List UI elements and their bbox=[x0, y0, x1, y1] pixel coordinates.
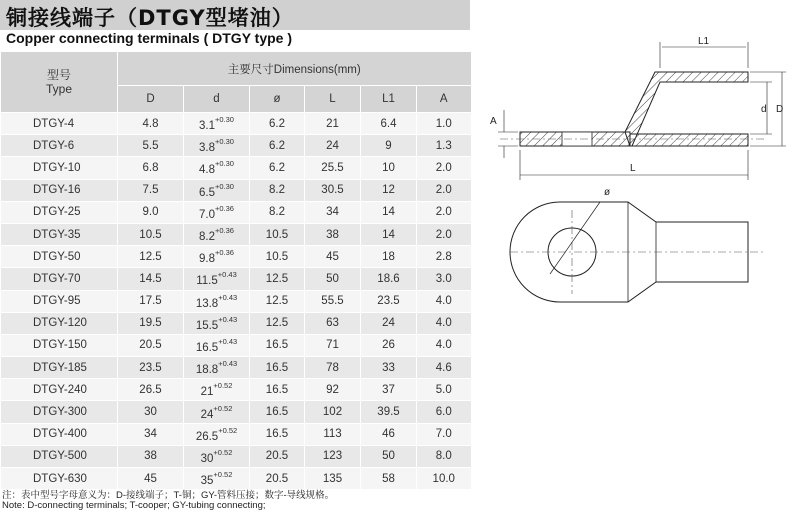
cell-phi: 6.2 bbox=[250, 113, 305, 135]
cell-phi: 10.5 bbox=[250, 246, 305, 268]
cell-L1: 9 bbox=[361, 135, 417, 157]
cell-D: 23.5 bbox=[118, 357, 184, 379]
cell-L: 102 bbox=[305, 401, 361, 423]
cell-d-tolerance: +0.52 bbox=[213, 447, 233, 457]
table-row bbox=[1, 379, 471, 401]
cell-L1: 6.4 bbox=[361, 113, 417, 135]
cell-A: 4.0 bbox=[417, 334, 471, 356]
cell-d-value: 8.2 bbox=[199, 231, 215, 244]
cell-D: 45 bbox=[118, 468, 184, 490]
cell-d-tolerance: +0.30 bbox=[215, 181, 234, 191]
cell-phi: 16.5 bbox=[250, 401, 305, 423]
cell-type: DTGY-500 bbox=[1, 445, 118, 467]
cell-d-tolerance: +0.52 bbox=[213, 381, 233, 391]
title-bar bbox=[0, 0, 470, 30]
table-row bbox=[1, 445, 471, 467]
cell-L1: 23.5 bbox=[361, 290, 417, 312]
table-row bbox=[1, 201, 471, 223]
table-row bbox=[1, 312, 471, 334]
cell-d-tolerance: +0.43 bbox=[218, 292, 238, 302]
cell-L: 55.5 bbox=[305, 290, 361, 312]
cell-A: 2.0 bbox=[417, 201, 471, 223]
type-header-cn: 型号 bbox=[46, 68, 71, 82]
cell-D: 19.5 bbox=[118, 312, 184, 334]
cell-phi: 16.5 bbox=[250, 423, 305, 445]
label-L1: L1 bbox=[698, 36, 710, 47]
column-header: d bbox=[184, 86, 250, 113]
cell-type: DTGY-400 bbox=[1, 423, 118, 445]
cell-phi: 12.5 bbox=[250, 312, 305, 334]
cell-d-tolerance: +0.36 bbox=[215, 226, 234, 236]
cell-d-tolerance: +0.52 bbox=[218, 425, 238, 435]
cell-L: 123 bbox=[305, 445, 361, 467]
cell-A: 5.0 bbox=[417, 379, 471, 401]
cell-D: 20.5 bbox=[118, 334, 184, 356]
table-row bbox=[1, 179, 471, 201]
cell-d bbox=[184, 357, 250, 379]
cell-type: DTGY-185 bbox=[1, 357, 118, 379]
cell-d bbox=[184, 113, 250, 135]
cell-d-value: 16.5 bbox=[195, 341, 219, 354]
cell-A: 4.0 bbox=[417, 312, 471, 334]
cell-L1: 33 bbox=[361, 357, 417, 379]
cell-phi: 8.2 bbox=[250, 201, 305, 223]
side-view bbox=[490, 36, 786, 180]
cell-L: 21 bbox=[305, 113, 361, 135]
cell-d-tolerance: +0.36 bbox=[215, 203, 234, 213]
cell-phi: 6.2 bbox=[250, 157, 305, 179]
spec-table bbox=[0, 52, 471, 490]
cell-A: 7.0 bbox=[417, 423, 471, 445]
cell-type: DTGY-6 bbox=[1, 135, 118, 157]
cell-d-value: 4.8 bbox=[199, 164, 215, 177]
cell-d-tolerance: +0.43 bbox=[218, 314, 238, 324]
cell-d bbox=[184, 135, 250, 157]
cell-type: DTGY-240 bbox=[1, 379, 118, 401]
table-row bbox=[1, 357, 471, 379]
cell-d-tolerance: +0.30 bbox=[215, 137, 234, 147]
cell-phi: 16.5 bbox=[250, 379, 305, 401]
cell-type: DTGY-35 bbox=[1, 223, 118, 245]
dimensions-header: 主要尺寸Dimensions(mm) bbox=[118, 52, 471, 86]
cell-d bbox=[184, 268, 250, 290]
cell-A: 10.0 bbox=[417, 468, 471, 490]
cell-d bbox=[184, 246, 250, 268]
cell-L: 38 bbox=[305, 223, 361, 245]
cell-d-value: 35 bbox=[200, 475, 214, 488]
cell-L: 92 bbox=[305, 379, 361, 401]
cell-A: 2.0 bbox=[417, 179, 471, 201]
table-row bbox=[1, 290, 471, 312]
cell-type: DTGY-300 bbox=[1, 401, 118, 423]
cell-L1: 18 bbox=[361, 246, 417, 268]
cell-d-value: 13.8 bbox=[195, 297, 219, 310]
cell-A: 4.0 bbox=[417, 290, 471, 312]
cell-A: 3.0 bbox=[417, 268, 471, 290]
cell-L1: 46 bbox=[361, 423, 417, 445]
cell-D: 10.5 bbox=[118, 223, 184, 245]
cell-L1: 39.5 bbox=[361, 401, 417, 423]
cell-d-tolerance: +0.36 bbox=[215, 248, 234, 258]
cell-phi: 6.2 bbox=[250, 135, 305, 157]
cell-d-tolerance: +0.43 bbox=[217, 270, 237, 280]
cell-d-value: 6.5 bbox=[199, 186, 215, 199]
cell-D: 26.5 bbox=[118, 379, 184, 401]
cell-L1: 10 bbox=[361, 157, 417, 179]
cell-L1: 58 bbox=[361, 468, 417, 490]
cell-d-value: 9.8 bbox=[199, 253, 215, 266]
cell-D: 12.5 bbox=[118, 246, 184, 268]
note-en: Note: D-connecting terminals; T-cooper; GY-tubing connecting; bbox=[2, 500, 266, 511]
cell-d bbox=[184, 312, 250, 334]
cell-d-value: 3.1 bbox=[199, 120, 215, 133]
cell-D: 6.8 bbox=[118, 157, 184, 179]
cell-d-value: 21 bbox=[200, 386, 214, 399]
cell-d-value: 24 bbox=[200, 408, 214, 421]
top-view bbox=[510, 187, 765, 302]
cell-type: DTGY-16 bbox=[1, 179, 118, 201]
cell-type: DTGY-50 bbox=[1, 246, 118, 268]
cell-d bbox=[184, 179, 250, 201]
cell-D: 14.5 bbox=[118, 268, 184, 290]
cell-L1: 12 bbox=[361, 179, 417, 201]
cell-d bbox=[184, 223, 250, 245]
label-A: A bbox=[490, 116, 497, 127]
terminal-drawing bbox=[480, 30, 790, 330]
cell-L1: 18.6 bbox=[361, 268, 417, 290]
cell-phi: 16.5 bbox=[250, 357, 305, 379]
table-row bbox=[1, 113, 471, 135]
cell-L1: 37 bbox=[361, 379, 417, 401]
type-header bbox=[1, 52, 118, 113]
cell-d-tolerance: +0.52 bbox=[213, 403, 233, 413]
cell-type: DTGY-70 bbox=[1, 268, 118, 290]
cell-L1: 50 bbox=[361, 445, 417, 467]
cell-L: 113 bbox=[305, 423, 361, 445]
note-cn: 注：表中型号字母意义为：D-接线端子；T-铜；GY-管料压接；数字-导线规格。 bbox=[2, 490, 335, 501]
label-D: D bbox=[776, 104, 784, 115]
table-row bbox=[1, 223, 471, 245]
cell-type: DTGY-630 bbox=[1, 468, 118, 490]
cell-D: 38 bbox=[118, 445, 184, 467]
cell-L: 25.5 bbox=[305, 157, 361, 179]
bolt-hole bbox=[548, 228, 596, 276]
cell-L1: 26 bbox=[361, 334, 417, 356]
cell-L: 30.5 bbox=[305, 179, 361, 201]
cell-D: 5.5 bbox=[118, 135, 184, 157]
cell-d bbox=[184, 423, 250, 445]
cell-d-tolerance: +0.30 bbox=[215, 159, 234, 169]
cell-phi: 12.5 bbox=[250, 290, 305, 312]
cell-D: 30 bbox=[118, 401, 184, 423]
cell-d-value: 15.5 bbox=[195, 319, 219, 332]
cell-phi: 20.5 bbox=[250, 445, 305, 467]
table-row bbox=[1, 401, 471, 423]
type-header-en: Type bbox=[45, 82, 72, 96]
column-header: ø bbox=[250, 86, 305, 113]
cell-phi: 12.5 bbox=[250, 268, 305, 290]
cell-d bbox=[184, 445, 250, 467]
cell-d-value: 30 bbox=[200, 452, 214, 465]
cell-D: 7.5 bbox=[118, 179, 184, 201]
cell-A: 8.0 bbox=[417, 445, 471, 467]
cell-d-value: 18.8 bbox=[195, 364, 219, 377]
cell-A: 6.0 bbox=[417, 401, 471, 423]
table-row bbox=[1, 135, 471, 157]
table-row bbox=[1, 246, 471, 268]
barrel-bottom-wall bbox=[630, 134, 748, 146]
cell-type: DTGY-25 bbox=[1, 201, 118, 223]
column-header: A bbox=[417, 86, 471, 113]
cell-type: DTGY-150 bbox=[1, 334, 118, 356]
column-header: L bbox=[305, 86, 361, 113]
cell-L1: 14 bbox=[361, 223, 417, 245]
cell-d bbox=[184, 157, 250, 179]
label-L: L bbox=[630, 163, 636, 174]
table-row bbox=[1, 157, 471, 179]
column-header: D bbox=[118, 86, 184, 113]
cell-d-value: 26.5 bbox=[195, 430, 219, 443]
cell-A: 2.0 bbox=[417, 223, 471, 245]
cell-D: 4.8 bbox=[118, 113, 184, 135]
table-row bbox=[1, 334, 471, 356]
cell-L: 135 bbox=[305, 468, 361, 490]
cell-type: DTGY-4 bbox=[1, 113, 118, 135]
cell-L: 34 bbox=[305, 201, 361, 223]
cell-phi: 16.5 bbox=[250, 334, 305, 356]
table-row bbox=[1, 423, 471, 445]
cell-A: 2.8 bbox=[417, 246, 471, 268]
cell-L1: 14 bbox=[361, 201, 417, 223]
cell-d-tolerance: +0.43 bbox=[218, 336, 238, 346]
cell-d-value: 3.8 bbox=[199, 142, 215, 155]
cell-d-tolerance: +0.30 bbox=[215, 115, 234, 125]
cell-L: 50 bbox=[305, 268, 361, 290]
cell-L: 63 bbox=[305, 312, 361, 334]
cell-d bbox=[184, 290, 250, 312]
cell-D: 34 bbox=[118, 423, 184, 445]
cell-A: 1.3 bbox=[417, 135, 471, 157]
cell-type: DTGY-95 bbox=[1, 290, 118, 312]
cell-A: 2.0 bbox=[417, 157, 471, 179]
cell-type: DTGY-120 bbox=[1, 312, 118, 334]
cell-L: 78 bbox=[305, 357, 361, 379]
page-title: 铜接线端子（DTGY型堵油） bbox=[6, 6, 294, 30]
cell-L1: 24 bbox=[361, 312, 417, 334]
table-row bbox=[1, 268, 471, 290]
cell-d-tolerance: +0.43 bbox=[218, 359, 238, 369]
label-phi: ø bbox=[604, 187, 611, 198]
cell-d-value: 11.5 bbox=[196, 275, 218, 288]
cell-d bbox=[184, 401, 250, 423]
column-header: L1 bbox=[361, 86, 417, 113]
page-subtitle: Copper connecting terminals ( DTGY type ) bbox=[6, 30, 293, 46]
cell-L: 24 bbox=[305, 135, 361, 157]
cell-L: 71 bbox=[305, 334, 361, 356]
label-d: d bbox=[761, 104, 767, 115]
cell-D: 17.5 bbox=[118, 290, 184, 312]
cell-phi: 8.2 bbox=[250, 179, 305, 201]
cell-type: DTGY-10 bbox=[1, 157, 118, 179]
cell-A: 1.0 bbox=[417, 113, 471, 135]
cell-phi: 20.5 bbox=[250, 468, 305, 490]
cell-A: 4.6 bbox=[417, 357, 471, 379]
cell-d-value: 7.0 bbox=[199, 208, 215, 221]
cell-d bbox=[184, 334, 250, 356]
cell-phi: 10.5 bbox=[250, 223, 305, 245]
cell-d-tolerance: +0.52 bbox=[213, 470, 233, 480]
cell-d bbox=[184, 379, 250, 401]
cell-d bbox=[184, 201, 250, 223]
cell-L: 45 bbox=[305, 246, 361, 268]
cell-D: 9.0 bbox=[118, 201, 184, 223]
